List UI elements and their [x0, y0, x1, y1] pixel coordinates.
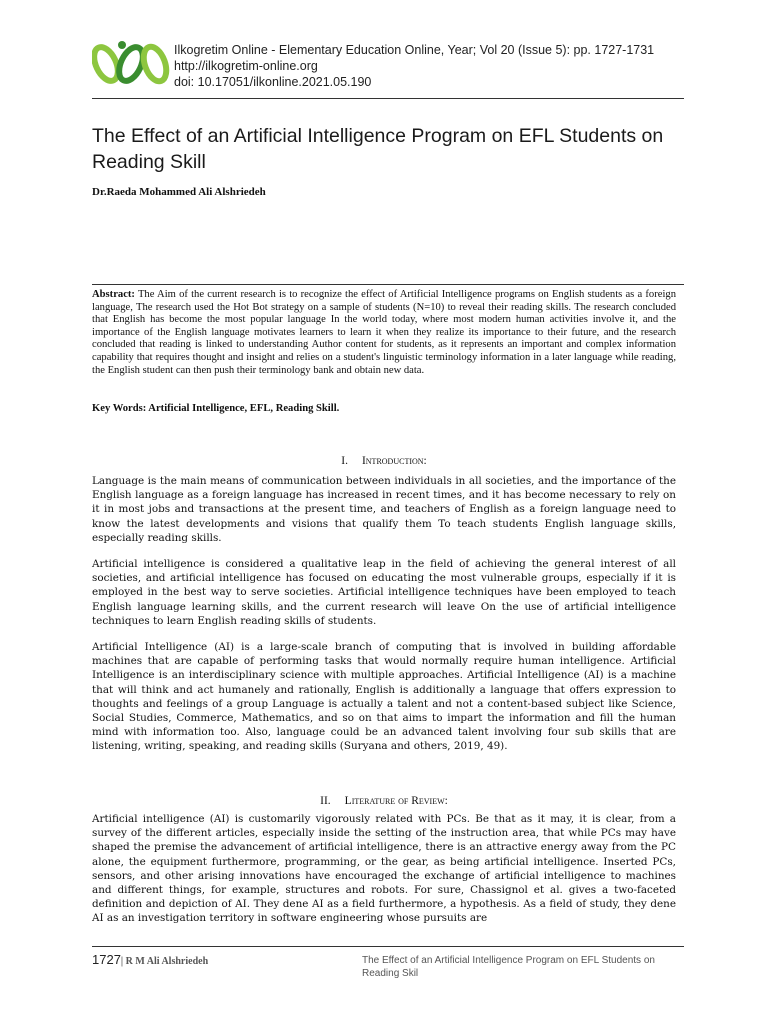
journal-url-link[interactable]: http://ilkogretim-online.org: [174, 59, 318, 73]
journal-logo-icon: [92, 38, 170, 86]
author-name: Dr.Raeda Mohammed Ali Alshriedeh: [92, 186, 266, 198]
footer-author: R M Ali Alshriedeh: [125, 956, 209, 967]
journal-info: [174, 42, 654, 90]
journal-citation: Ilkogretim Online - Elementary Education Online, Year; Vol 20 (Issue 5): pp. 1727-1731: [174, 43, 655, 57]
section-heading-literature-review: [92, 795, 676, 807]
paper-title: The Effect of an Artificial Intelligence Program on EFL Students on Reading Skill: [92, 125, 664, 173]
abstract-divider: [92, 284, 684, 285]
abstract-text: The Aim of the current research is to recognize the effect of Artificial Intelligence programs on English students as a foreign language, The research used the Hot Bot strategy on a sample of students (N=10) to reveal their reading skills. The research concluded that English has become the most popular language In the world today, where most modern human activities involve it, and the importance of the English language motivates learners to learn it when they realize its importance to their future, and the research concluded that reading is linked to understanding Author content for students, as it represents an important and complex information capability that requires thought and insight and relies on a student's linguistic terminology information in a later language while reading, the English student can then push their terminology bank and obtain new data.: [92, 289, 676, 376]
footer-page-info: [92, 952, 208, 967]
abstract-label: Abstract:: [92, 289, 135, 300]
body-paragraph: Artificial intelligence (AI) is customarily vigorously related with PCs. Be that as it may, it is clear, from a survey of the different articles, especially inside the setting of the instruction area, that while PCs may have shaped the premise the advancement of artificial intelligence, there is an attractive energy away from the PC alone, the equipment furthermore, programming, or the gear, as being artificial intelligence. Inserted PCs, sensors, and other arising innovations have encouraged the exchange of artificial intelligence to machines and different things, for example, structures and robots. For sure, Chassignol et al. gives a two-faceted definition and depiction of AI. They dene AI as a field furthermore, a hypothesis. As a field of study, they dene AI as an investigation territory in software engineering whose pursuits are: [92, 813, 676, 925]
section-number: II.: [320, 795, 331, 807]
section-number: I.: [341, 455, 348, 467]
journal-doi: doi: 10.17051/ilkonline.2021.05.190: [174, 75, 372, 89]
header-divider: [92, 98, 684, 99]
body-paragraph: Artificial Intelligence (AI) is a large-scale branch of computing that is involved in building affordable machines that are capable of performing tasks that would normally require human intelligence. Artificial Intelligence is an interdisciplinary science with multiple approaches. Artificial Intelligence (AI) is a machine that will think and act humanely and rationally, English is additionally a language that offers expression to thoughts and feelings of a group Language is actually a talent and not a content-based subject like Science, Social Studies, Commerce, Mathematics, and so on that aims to impart the information and fill the human mind with information too. Also, language could be an advanced talent involving four sub skills that are listening, writing, speaking, and reading skills (Suryana and others, 2019, 49).: [92, 641, 676, 753]
footer-separator: |: [120, 956, 126, 967]
keywords: Key Words: Artificial Intelligence, EFL, Reading Skill.: [92, 403, 340, 414]
section-title: Literature of Review:: [344, 795, 448, 807]
section-heading-introduction: [92, 455, 676, 467]
footer-running-title: The Effect of an Artificial Intelligence Program on EFL Students on Reading Skil: [362, 955, 655, 979]
abstract-block: [92, 289, 676, 377]
body-paragraph: Language is the main means of communication between individuals in all societies, and the importance of the English language as a foreign language has increased in recent times, and it has become necessary to rely on it in most jobs and transactions at the present time, and teachers of English as a foreign language need to know the latest developments and visions that qualify them To teach students English language skills, especially reading skills.: [92, 475, 676, 544]
section-title: Introduction:: [361, 455, 427, 467]
page-number: 1727: [92, 952, 121, 967]
footer-divider: [92, 946, 684, 947]
body-paragraph: Artificial intelligence is considered a qualitative leap in the field of achieving the general interest of all societies, and artificial intelligence has focused on educating the most vulnerable groups, especially if it is employed in the best way to serve societies. Artificial intelligence techniques have been employed to teach English language learning skills, and the current research will leave On the use of artificial intelligence techniques to learn English reading skills of students.: [92, 558, 676, 627]
journal-header: [92, 38, 684, 98]
